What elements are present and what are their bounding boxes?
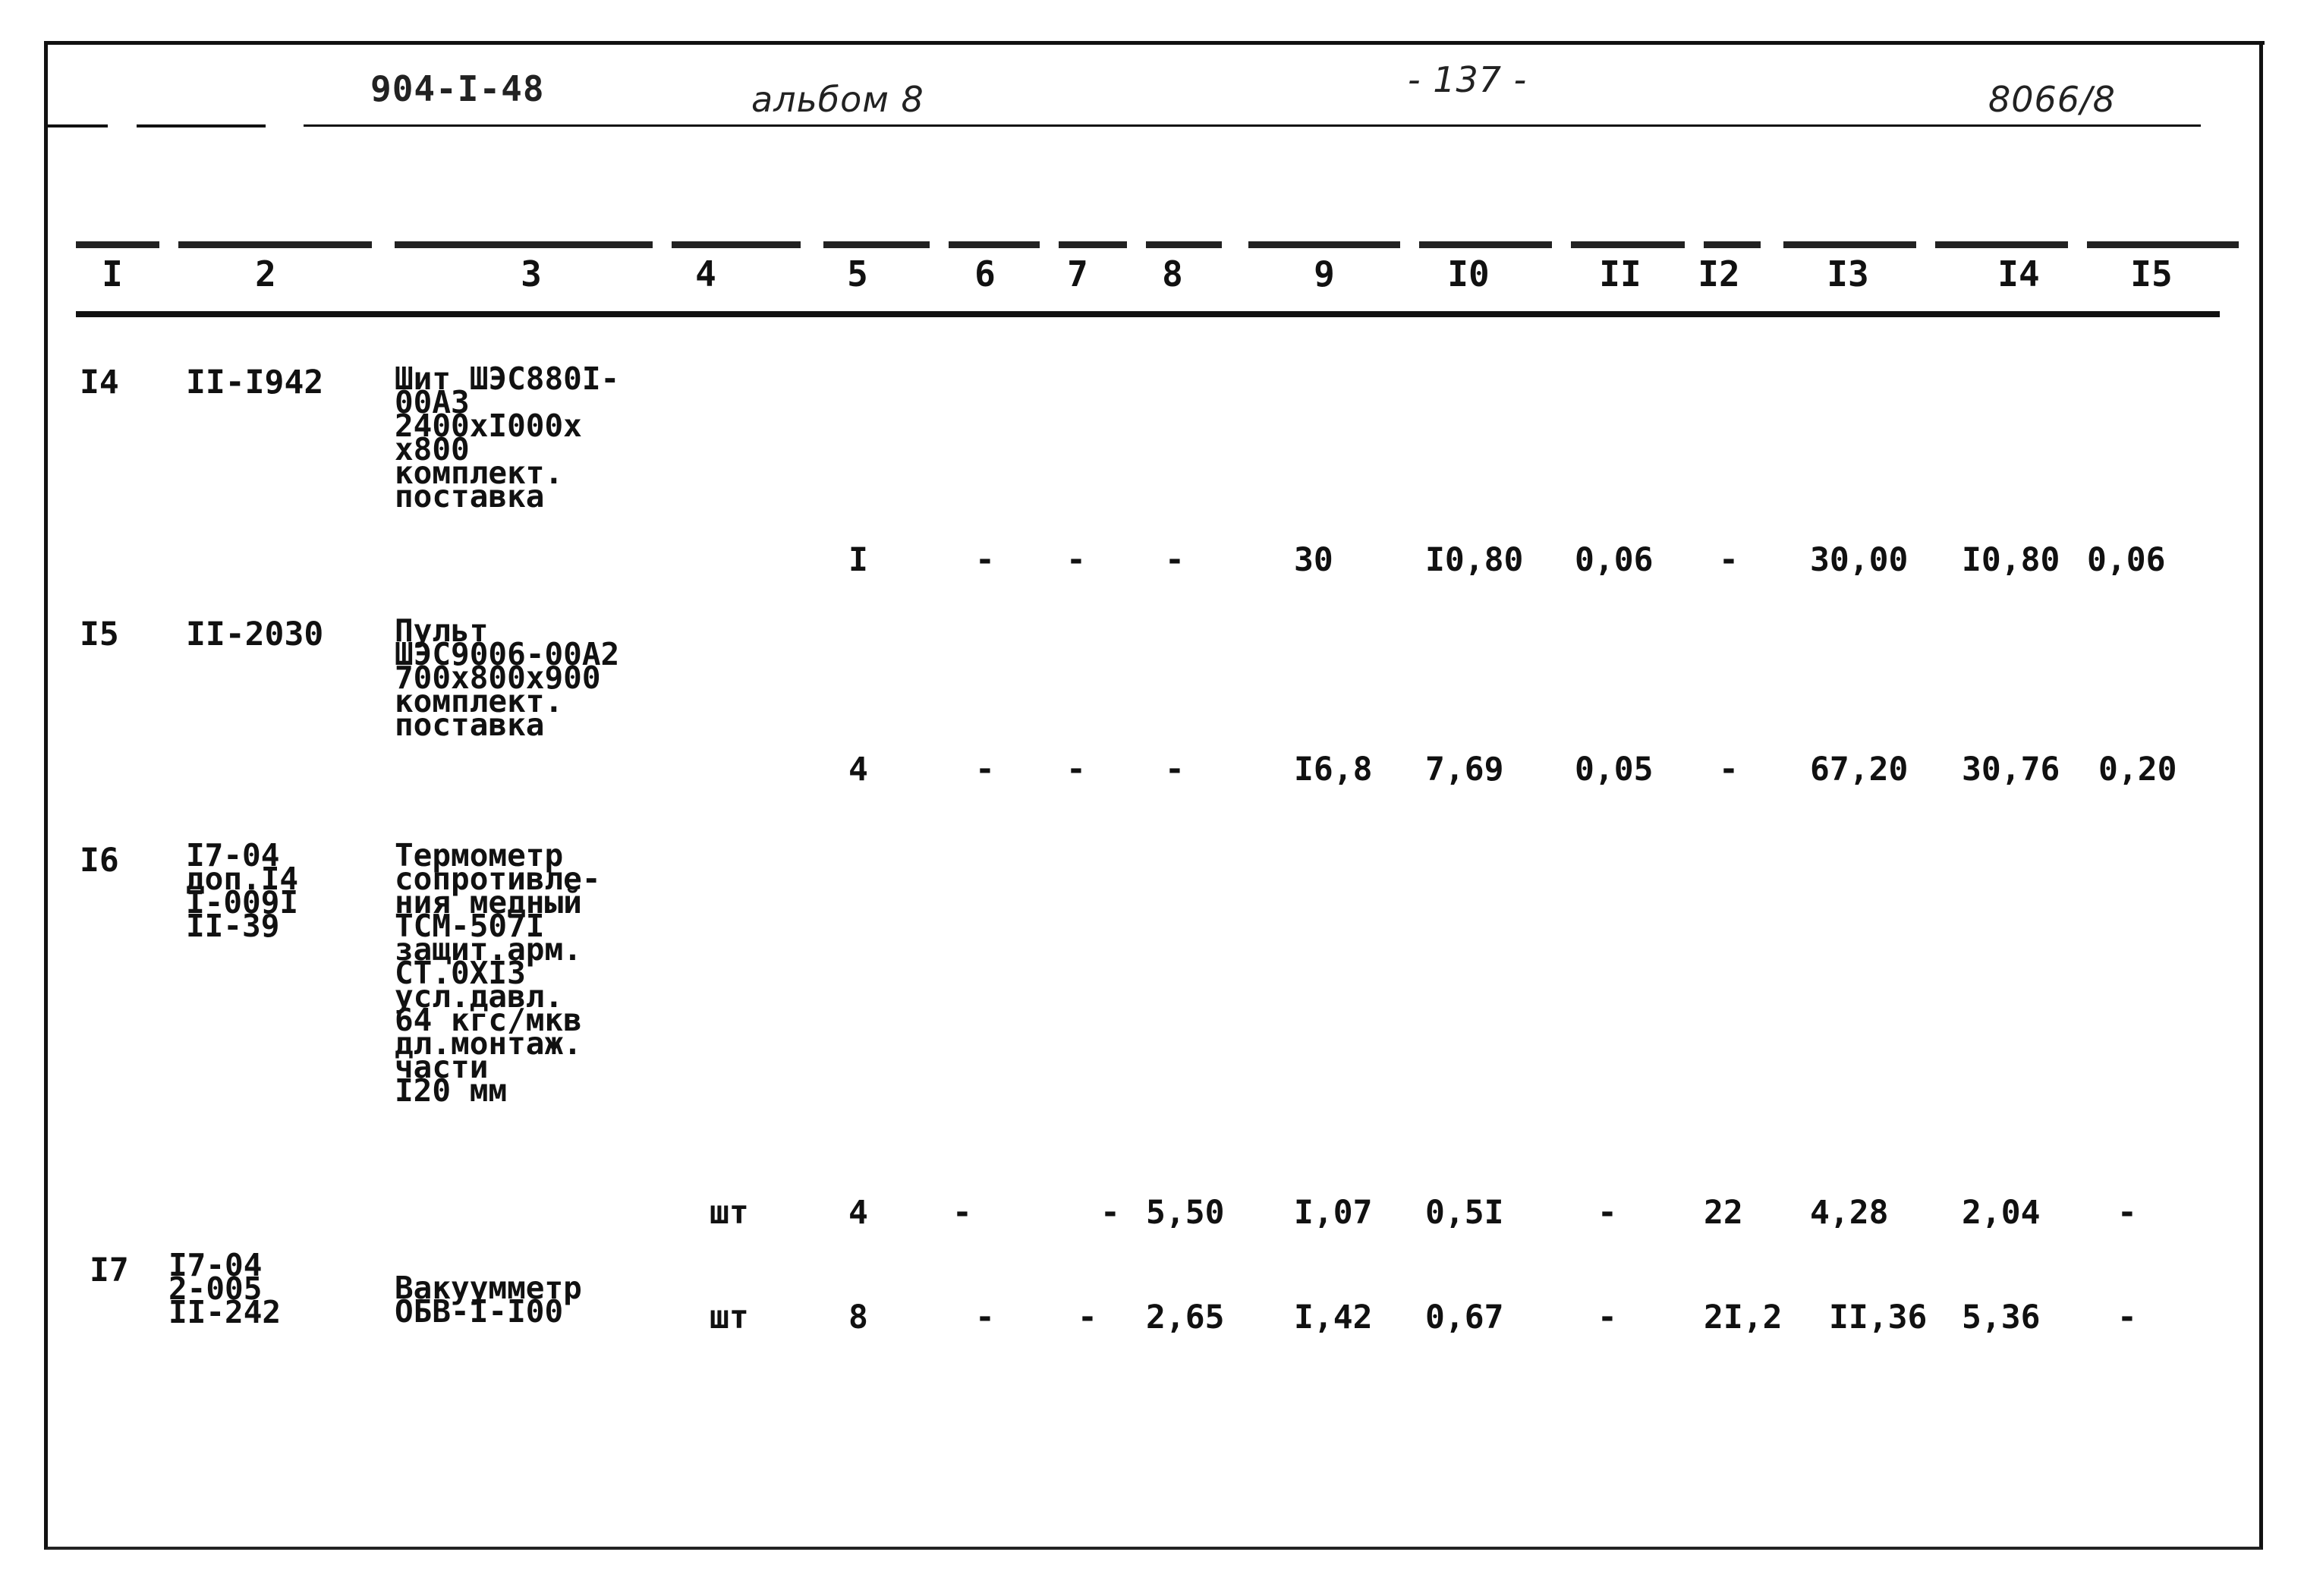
row-col7: - xyxy=(1066,751,1086,789)
page-number: - 137 - xyxy=(1408,59,1528,100)
row-col11: - xyxy=(1597,1194,1617,1232)
row-col5: 4 xyxy=(848,1194,868,1232)
col-8-header: 8 xyxy=(1162,253,1183,294)
col-15-header: I5 xyxy=(2130,253,2173,294)
row-col8: 2,65 xyxy=(1146,1299,1225,1336)
header-dash xyxy=(1704,241,1761,248)
col-13-header: I3 xyxy=(1827,253,1869,294)
row-col8: - xyxy=(1165,751,1185,789)
col-5-header: 5 xyxy=(847,253,868,294)
col-4-header: 4 xyxy=(695,253,716,294)
header-underline xyxy=(47,124,108,127)
col-6-header: 6 xyxy=(974,253,996,294)
row-col13: 4,28 xyxy=(1810,1194,1889,1232)
row-description: Пульт ШЭС9006-00А2 700х800х900 комплект. поставка xyxy=(395,612,620,743)
col-10-header: I0 xyxy=(1447,253,1490,294)
row-col8: - xyxy=(1165,541,1185,579)
row-col14: 5,36 xyxy=(1962,1299,2041,1336)
row-col13: 30,00 xyxy=(1810,541,1909,579)
row-col11: 0,06 xyxy=(1575,541,1654,579)
row-col11: 0,05 xyxy=(1575,751,1654,789)
row-col5: I xyxy=(848,541,868,579)
row-col11: - xyxy=(1597,1299,1617,1336)
col-9-header: 9 xyxy=(1314,253,1335,294)
header-bottom-rule xyxy=(76,311,2220,317)
row-number: I6 xyxy=(80,842,119,880)
row-col9: I,42 xyxy=(1294,1299,1373,1336)
header-dash xyxy=(395,241,653,248)
col-3-header: 3 xyxy=(521,253,542,294)
row-col7: - xyxy=(1100,1194,1120,1232)
doc-code: 904-I-48 xyxy=(370,68,545,109)
row-col15: 0,20 xyxy=(2098,751,2177,789)
row-col7: - xyxy=(1066,541,1086,579)
row-col13: 67,20 xyxy=(1810,751,1909,789)
header-dash xyxy=(1935,241,2068,248)
row-col9: I,07 xyxy=(1294,1194,1373,1232)
header-dash xyxy=(2087,241,2239,248)
row-number: I4 xyxy=(80,364,119,401)
header-dash xyxy=(178,241,372,248)
row-col10: 0,5I xyxy=(1425,1194,1504,1232)
col-2-header: 2 xyxy=(255,253,276,294)
header-dash xyxy=(1059,241,1127,248)
row-col12: 2I,2 xyxy=(1704,1299,1783,1336)
row-col7: - xyxy=(1078,1299,1097,1336)
row-col6: - xyxy=(952,1194,972,1232)
header-dash xyxy=(1419,241,1552,248)
row-description: Термометр сопротивле- ния медный ТСМ-507I защит.арм. СТ.0XI3 усл.давл. 64 кгс/мкв дл.монтаж. части I20 мм xyxy=(395,837,601,1109)
row-col5: 8 xyxy=(848,1299,868,1336)
row-unit: шт xyxy=(710,1194,749,1232)
row-col9: I6,8 xyxy=(1294,751,1373,789)
row-code: I7-04 доп.I4 I-009I II-39 xyxy=(186,837,299,944)
row-code: II-I942 xyxy=(186,364,324,401)
row-number: I5 xyxy=(80,615,119,653)
album-label: альбом 8 xyxy=(751,79,924,120)
col-1-header: I xyxy=(102,253,123,294)
row-col14: 2,04 xyxy=(1962,1194,2041,1232)
row-col12: - xyxy=(1719,541,1739,579)
row-description: Вакуумметр ОБВ-I-I00 xyxy=(395,1270,582,1330)
header-underline xyxy=(304,124,2201,127)
row-col12: - xyxy=(1719,751,1739,789)
row-col10: 7,69 xyxy=(1425,751,1504,789)
row-col10: I0,80 xyxy=(1425,541,1524,579)
row-code: II-2030 xyxy=(186,615,324,653)
header-dash xyxy=(1783,241,1916,248)
col-12-header: I2 xyxy=(1698,253,1740,294)
row-col9: 30 xyxy=(1294,541,1333,579)
header-dash xyxy=(823,241,930,248)
header-dash xyxy=(76,241,159,248)
row-col6: - xyxy=(975,1299,995,1336)
header-underline xyxy=(137,124,266,127)
row-col15: 0,06 xyxy=(2087,541,2166,579)
header-dash xyxy=(1248,241,1400,248)
row-col5: 4 xyxy=(848,751,868,789)
row-unit: шт xyxy=(710,1299,749,1336)
row-col10: 0,67 xyxy=(1425,1299,1504,1336)
col-14-header: I4 xyxy=(1997,253,2040,294)
header-dash xyxy=(672,241,801,248)
row-number: I7 xyxy=(90,1251,129,1289)
row-col15: - xyxy=(2117,1194,2137,1232)
row-code: I7-04 2-005 II-242 xyxy=(168,1247,282,1330)
row-col13: II,36 xyxy=(1829,1299,1928,1336)
row-col8: 5,50 xyxy=(1146,1194,1225,1232)
header-dash xyxy=(1146,241,1222,248)
row-col12: 22 xyxy=(1704,1194,1743,1232)
row-col6: - xyxy=(975,541,995,579)
col-7-header: 7 xyxy=(1067,253,1088,294)
col-11-header: II xyxy=(1599,253,1641,294)
row-col14: 30,76 xyxy=(1962,751,2060,789)
ref-code: 8066/8 xyxy=(1988,79,2116,120)
header-dash xyxy=(949,241,1040,248)
row-col6: - xyxy=(975,751,995,789)
row-col15: - xyxy=(2117,1299,2137,1336)
row-col14: I0,80 xyxy=(1962,541,2060,579)
header-dash xyxy=(1571,241,1685,248)
row-description: Шит ШЭС880I- 00А3 2400хI000х х800 комплект. поставка xyxy=(395,360,620,515)
